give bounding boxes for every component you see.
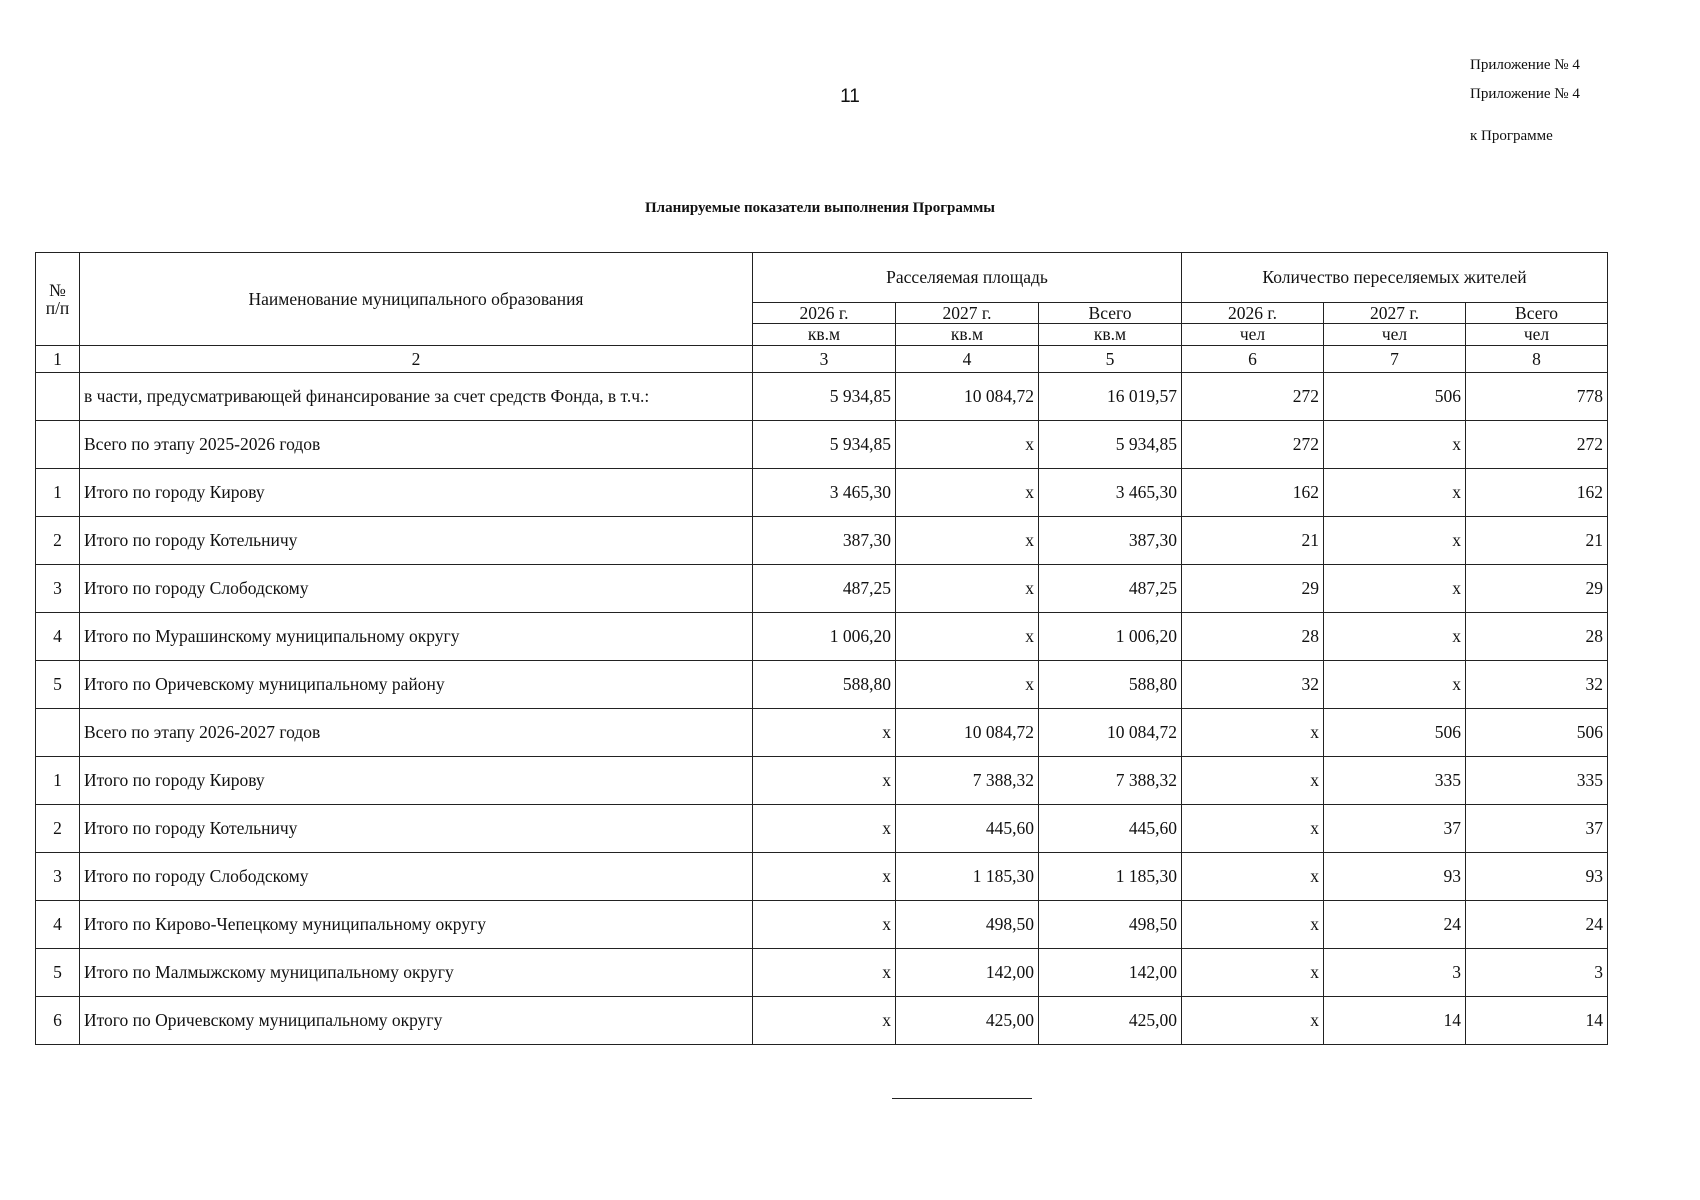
table-row <box>36 997 1608 1045</box>
area-total-cell: 425,00 <box>1039 997 1182 1045</box>
table-row <box>36 853 1608 901</box>
municipality-name-cell: Всего по этапу 2025-2026 годов <box>80 421 753 469</box>
area-total-cell: 16 019,57 <box>1039 373 1182 421</box>
area-total-cell: 1 185,30 <box>1039 853 1182 901</box>
municipality-name-cell: Итого по городу Слободскому <box>80 853 753 901</box>
area-total-cell: 7 388,32 <box>1039 757 1182 805</box>
area-2026-cell: 5 934,85 <box>753 421 896 469</box>
column-number: 7 <box>1324 346 1466 373</box>
table-row <box>36 709 1608 757</box>
area-2026-cell: x <box>753 853 896 901</box>
column-number: 6 <box>1182 346 1324 373</box>
area-2026-cell: 3 465,30 <box>753 469 896 517</box>
area-2027-cell: x <box>896 565 1039 613</box>
residents-2026-cell: 272 <box>1182 373 1324 421</box>
area-total-cell: 3 465,30 <box>1039 469 1182 517</box>
residents-2026-cell: 29 <box>1182 565 1324 613</box>
table-row <box>36 757 1608 805</box>
area-total-cell: 142,00 <box>1039 949 1182 997</box>
row-number-cell: 4 <box>36 901 80 949</box>
header-year-area-2027: 2027 г. <box>896 303 1039 324</box>
header-year-area-2026: 2026 г. <box>753 303 896 324</box>
residents-total-cell: 272 <box>1466 421 1608 469</box>
area-total-cell: 588,80 <box>1039 661 1182 709</box>
residents-2026-cell: 162 <box>1182 469 1324 517</box>
area-2027-cell: x <box>896 421 1039 469</box>
area-2026-cell: 487,25 <box>753 565 896 613</box>
residents-total-cell: 93 <box>1466 853 1608 901</box>
header-unit-area-2026: кв.м <box>753 324 896 346</box>
area-2026-cell: 387,30 <box>753 517 896 565</box>
footnote-separator <box>892 1098 1032 1099</box>
column-number: 1 <box>36 346 80 373</box>
municipality-name-cell: Итого по Оричевскому муниципальному округу <box>80 997 753 1045</box>
table-row <box>36 805 1608 853</box>
area-2027-cell: 1 185,30 <box>896 853 1039 901</box>
column-number: 4 <box>896 346 1039 373</box>
header-year-res-2027: 2027 г. <box>1324 303 1466 324</box>
appendix-program-ref: к Программе <box>1470 128 1553 144</box>
residents-2027-cell: x <box>1324 661 1466 709</box>
area-total-cell: 1 006,20 <box>1039 613 1182 661</box>
table-row <box>36 613 1608 661</box>
area-2026-cell: x <box>753 949 896 997</box>
header-unit-area-2027: кв.м <box>896 324 1039 346</box>
residents-total-cell: 32 <box>1466 661 1608 709</box>
indicators-table <box>35 252 1608 1045</box>
column-number: 8 <box>1466 346 1608 373</box>
document-title: Планируемые показатели выполнения Программы <box>644 200 995 216</box>
residents-total-cell: 14 <box>1466 997 1608 1045</box>
municipality-name-cell: Итого по городу Кирову <box>80 469 753 517</box>
residents-2027-cell: 24 <box>1324 901 1466 949</box>
area-total-cell: 487,25 <box>1039 565 1182 613</box>
area-2026-cell: 588,80 <box>753 661 896 709</box>
residents-2026-cell: x <box>1182 997 1324 1045</box>
municipality-name-cell: Всего по этапу 2026-2027 годов <box>80 709 753 757</box>
residents-2027-cell: 37 <box>1324 805 1466 853</box>
area-2027-cell: x <box>896 517 1039 565</box>
column-number: 3 <box>753 346 896 373</box>
residents-2027-cell: x <box>1324 517 1466 565</box>
residents-2027-cell: 506 <box>1324 709 1466 757</box>
residents-total-cell: 335 <box>1466 757 1608 805</box>
header-residents-group: Количество переселяемых жителей <box>1182 253 1608 303</box>
residents-2027-cell: 93 <box>1324 853 1466 901</box>
residents-2026-cell: 272 <box>1182 421 1324 469</box>
residents-2027-cell: 335 <box>1324 757 1466 805</box>
header-year-res-2026: 2026 г. <box>1182 303 1324 324</box>
residents-2027-cell: x <box>1324 421 1466 469</box>
municipality-name-cell: Итого по городу Котельничу <box>80 805 753 853</box>
header-unit-res-2027: чел <box>1324 324 1466 346</box>
municipality-name-cell: Итого по Мурашинскому муниципальному округу <box>80 613 753 661</box>
area-2027-cell: 10 084,72 <box>896 709 1039 757</box>
area-2027-cell: x <box>896 469 1039 517</box>
appendix-label-repeat: Приложение № 4 <box>1470 86 1580 102</box>
row-number-cell: 2 <box>36 517 80 565</box>
municipality-name-cell: Итого по Кирово-Чепецкому муниципальному округу <box>80 901 753 949</box>
row-number-cell <box>36 709 80 757</box>
residents-total-cell: 24 <box>1466 901 1608 949</box>
municipality-name-cell: Итого по Малмыжскому муниципальному округу <box>80 949 753 997</box>
header-row-groups <box>36 253 1608 303</box>
area-2027-cell: 10 084,72 <box>896 373 1039 421</box>
area-2027-cell: 445,60 <box>896 805 1039 853</box>
table-row <box>36 565 1608 613</box>
area-total-cell: 445,60 <box>1039 805 1182 853</box>
residents-2026-cell: x <box>1182 853 1324 901</box>
residents-2026-cell: x <box>1182 757 1324 805</box>
area-2026-cell: x <box>753 709 896 757</box>
residents-total-cell: 3 <box>1466 949 1608 997</box>
residents-2026-cell: x <box>1182 901 1324 949</box>
row-number-cell: 6 <box>36 997 80 1045</box>
residents-2026-cell: x <box>1182 805 1324 853</box>
row-number-cell: 5 <box>36 661 80 709</box>
table-row <box>36 949 1608 997</box>
table-row <box>36 421 1608 469</box>
column-number: 2 <box>80 346 753 373</box>
municipality-name-cell: Итого по городу Слободскому <box>80 565 753 613</box>
area-2027-cell: 498,50 <box>896 901 1039 949</box>
row-number-cell: 2 <box>36 805 80 853</box>
area-2026-cell: 1 006,20 <box>753 613 896 661</box>
municipality-name-cell: Итого по городу Кирову <box>80 757 753 805</box>
table-row <box>36 469 1608 517</box>
area-2027-cell: x <box>896 661 1039 709</box>
header-num: № п/п <box>36 253 80 346</box>
area-2026-cell: 5 934,85 <box>753 373 896 421</box>
residents-2027-cell: 3 <box>1324 949 1466 997</box>
residents-2027-cell: 506 <box>1324 373 1466 421</box>
page-number: 11 <box>840 86 860 107</box>
area-2026-cell: x <box>753 805 896 853</box>
residents-total-cell: 778 <box>1466 373 1608 421</box>
residents-2027-cell: x <box>1324 565 1466 613</box>
row-number-cell <box>36 373 80 421</box>
residents-total-cell: 28 <box>1466 613 1608 661</box>
row-number-cell: 1 <box>36 757 80 805</box>
residents-2026-cell: 28 <box>1182 613 1324 661</box>
area-total-cell: 5 934,85 <box>1039 421 1182 469</box>
header-year-area-total: Всего <box>1039 303 1182 324</box>
municipality-name-cell: Итого по Оричевскому муниципальному району <box>80 661 753 709</box>
residents-2027-cell: 14 <box>1324 997 1466 1045</box>
residents-total-cell: 162 <box>1466 469 1608 517</box>
table-row <box>36 517 1608 565</box>
header-unit-res-total: чел <box>1466 324 1608 346</box>
table-row <box>36 661 1608 709</box>
table-row <box>36 373 1608 421</box>
header-year-res-total: Всего <box>1466 303 1608 324</box>
header-unit-area-total: кв.м <box>1039 324 1182 346</box>
area-total-cell: 387,30 <box>1039 517 1182 565</box>
header-area-group: Расселяемая площадь <box>753 253 1182 303</box>
table-row <box>36 901 1608 949</box>
row-number-cell: 1 <box>36 469 80 517</box>
row-number-cell <box>36 421 80 469</box>
area-2027-cell: 425,00 <box>896 997 1039 1045</box>
area-2026-cell: x <box>753 901 896 949</box>
residents-total-cell: 506 <box>1466 709 1608 757</box>
municipality-name-cell: Итого по городу Котельничу <box>80 517 753 565</box>
area-total-cell: 10 084,72 <box>1039 709 1182 757</box>
area-2026-cell: x <box>753 997 896 1045</box>
row-number-cell: 3 <box>36 565 80 613</box>
row-number-cell: 3 <box>36 853 80 901</box>
area-2027-cell: 142,00 <box>896 949 1039 997</box>
column-number: 5 <box>1039 346 1182 373</box>
residents-total-cell: 21 <box>1466 517 1608 565</box>
residents-2026-cell: x <box>1182 949 1324 997</box>
residents-2026-cell: 21 <box>1182 517 1324 565</box>
residents-2027-cell: x <box>1324 469 1466 517</box>
header-unit-res-2026: чел <box>1182 324 1324 346</box>
appendix-label: Приложение № 4 <box>1470 57 1580 73</box>
municipality-name-cell: в части, предусматривающей финансирование за счет средств Фонда, в т.ч.: <box>80 373 753 421</box>
residents-total-cell: 37 <box>1466 805 1608 853</box>
row-number-cell: 5 <box>36 949 80 997</box>
area-2027-cell: x <box>896 613 1039 661</box>
residents-2026-cell: 32 <box>1182 661 1324 709</box>
header-name: Наименование муниципального образования <box>80 253 753 346</box>
residents-total-cell: 29 <box>1466 565 1608 613</box>
area-total-cell: 498,50 <box>1039 901 1182 949</box>
area-2026-cell: x <box>753 757 896 805</box>
row-number-cell: 4 <box>36 613 80 661</box>
residents-2026-cell: x <box>1182 709 1324 757</box>
header-row-column-numbers <box>36 346 1608 373</box>
area-2027-cell: 7 388,32 <box>896 757 1039 805</box>
residents-2027-cell: x <box>1324 613 1466 661</box>
